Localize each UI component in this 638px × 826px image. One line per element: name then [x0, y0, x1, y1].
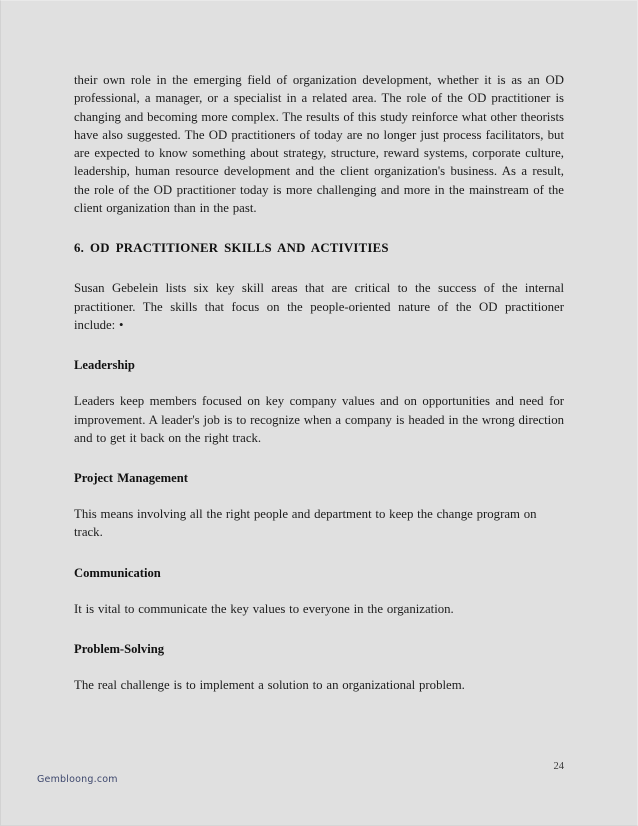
- subheading-leadership: Leadership: [74, 358, 135, 373]
- spacer: [74, 618, 564, 640]
- site-watermark: Gembloong.com: [37, 774, 118, 785]
- page-number: 24: [553, 761, 564, 772]
- spacer: [74, 257, 564, 279]
- spacer: [74, 217, 564, 239]
- spacer: [74, 334, 564, 356]
- spacer: [74, 658, 564, 676]
- spacer: [74, 374, 564, 392]
- paragraph-problem-solving: The real challenge is to implement a solution to an organizational problem.: [74, 678, 465, 693]
- paragraph-leadership: Leaders keep members focused on key company values and on opportunities and need for improvement. A leader's job is to recognize when a company is headed in the wrong direction and to get it back on the right track.: [74, 394, 564, 445]
- spacer: [74, 542, 564, 564]
- subheading-problem-solving: Problem-Solving: [74, 642, 165, 657]
- paragraph-communication: It is vital to communicate the key values to everyone in the organization.: [74, 601, 454, 616]
- continued-paragraph: their own role in the emerging field of organization development, whether it is as an OD professional, a manager, or a specialist in a related area. The role of the OD practitioner is changing and becoming more complex. The results of this study reinforce what other theorists have also suggested. The OD practitioners of today are no longer just process facilitators, but are expected to know something about strategy, structure, reward systems, corporate culture, leadership, human resource development and the client organization's business. As a result, the role of the OD practitioner today is more challenging and more in the mainstream of the client organization than in the past.: [74, 73, 564, 216]
- paragraph-project-management: This means involving all the right people and department to keep the change program on track.: [74, 507, 537, 540]
- spacer: [74, 582, 564, 600]
- page-text-column: [74, 71, 564, 694]
- subheading-project-management: Project Management: [74, 471, 188, 486]
- spacer: [74, 447, 564, 469]
- section-heading: 6. OD PRACTITIONER SKILLS AND ACTIVITIES: [74, 241, 389, 256]
- intro-paragraph: Susan Gebelein lists six key skill areas that are critical to the success of the internal practitioner. The skills that focus on the people-oriented nature of the OD practitioner include: •: [74, 281, 564, 332]
- spacer: [74, 487, 564, 505]
- subheading-communication: Communication: [74, 565, 161, 580]
